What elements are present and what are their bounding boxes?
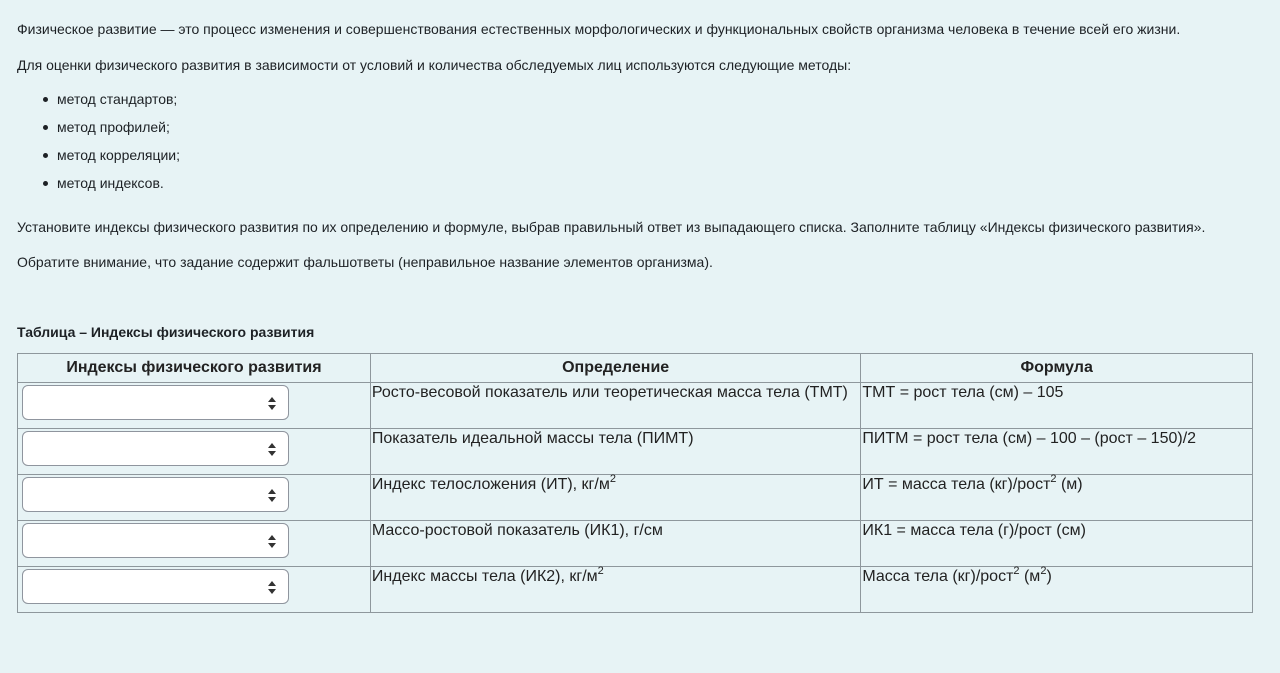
method-label: метод профилей; xyxy=(57,119,170,135)
column-header-definition: Определение xyxy=(370,354,861,383)
index-select-cell xyxy=(18,475,371,521)
formula-cell xyxy=(861,429,1253,475)
definition-cell xyxy=(370,383,861,429)
up-down-chevron-icon xyxy=(268,489,276,502)
method-label: метод индексов. xyxy=(57,175,164,191)
up-down-chevron-icon xyxy=(268,581,276,594)
definition-cell xyxy=(370,564,861,613)
definition-superscript: 2 xyxy=(597,564,604,577)
formula-superscript: 2 xyxy=(1040,564,1047,577)
table-caption: Таблица – Индексы физического развития xyxy=(17,324,315,340)
method-label: метод стандартов; xyxy=(57,91,178,107)
note-paragraph: Обратите внимание, что задание содержит фальшответы (неправильное название элементов организма). xyxy=(17,254,713,270)
list-item xyxy=(57,115,180,143)
formula-text: ИТ = масса тела (кг)/рост xyxy=(862,476,1051,493)
index-select-cell xyxy=(18,567,371,613)
methods-intro-paragraph: Для оценки физического развития в зависимости от условий и количества обследуемых лиц используются следующие методы: xyxy=(17,57,852,73)
index-select[interactable] xyxy=(22,477,289,512)
bullet-icon xyxy=(43,125,48,130)
indices-table xyxy=(17,353,1253,613)
index-select[interactable] xyxy=(22,569,289,604)
formula-superscript: 2 xyxy=(1013,564,1020,577)
method-label: метод корреляции; xyxy=(57,147,180,163)
methods-list xyxy=(17,87,180,199)
formula-text: ) xyxy=(1046,568,1052,585)
index-select-cell xyxy=(18,383,371,429)
bullet-icon xyxy=(43,97,48,102)
table-row xyxy=(18,475,1253,521)
table-row xyxy=(18,429,1253,475)
table-header-row xyxy=(18,354,1253,383)
index-select-cell xyxy=(18,429,371,475)
index-select[interactable] xyxy=(22,523,289,558)
column-header-indices: Индексы физического развития xyxy=(18,354,371,383)
formula-text: ПИТМ = рост тела (см) – 100 – (рост – 150)/2 xyxy=(862,430,1197,447)
formula-cell xyxy=(861,564,1253,613)
up-down-chevron-icon xyxy=(268,443,276,456)
definition-text: Индекс телосложения (ИТ), кг/м xyxy=(371,476,610,493)
index-select[interactable] xyxy=(22,431,289,466)
formula-text: (м xyxy=(1019,568,1041,585)
formula-text: ИК1 = масса тела (г)/рост (см) xyxy=(862,522,1086,539)
up-down-chevron-icon xyxy=(268,397,276,410)
formula-cell xyxy=(861,472,1253,521)
list-item xyxy=(57,143,180,171)
list-item xyxy=(57,87,180,115)
definition-text: Массо-ростовой показатель (ИК1), г/см xyxy=(371,522,663,539)
intro-paragraph: Физическое развитие — это процесс изменения и совершенствования естественных морфологических и функциональных свойств организма человека в течение всей его жизни. xyxy=(17,21,1181,37)
formula-cell xyxy=(861,521,1253,567)
formula-superscript: 2 xyxy=(1050,472,1057,485)
definition-cell xyxy=(370,521,861,567)
task-paragraph: Установите индексы физического развития по их определению и формуле, выбрав правильный ответ из выпадающего списка. Заполните таблицу «Индексы физического развития». xyxy=(17,219,1206,235)
definition-cell xyxy=(370,472,861,521)
column-header-formula: Формула xyxy=(861,354,1253,383)
list-item xyxy=(57,171,180,199)
index-select[interactable] xyxy=(22,385,289,420)
table-row xyxy=(18,567,1253,613)
index-select-cell xyxy=(18,521,371,567)
definition-text: Показатель идеальной массы тела (ПИМТ) xyxy=(371,430,694,447)
bullet-icon xyxy=(43,153,48,158)
formula-text: Масса тела (кг)/рост xyxy=(862,568,1014,585)
formula-cell xyxy=(861,383,1253,429)
table-row xyxy=(18,383,1253,429)
bullet-icon xyxy=(43,181,48,186)
table-row xyxy=(18,521,1253,567)
definition-cell xyxy=(370,429,861,475)
formula-text: (м) xyxy=(1056,476,1083,493)
up-down-chevron-icon xyxy=(268,535,276,548)
definition-superscript: 2 xyxy=(609,472,616,485)
definition-text: Индекс массы тела (ИК2), кг/м xyxy=(371,568,598,585)
formula-text: ТМТ = рост тела (см) – 105 xyxy=(862,384,1064,401)
definition-text: Росто-весовой показатель или теоретическая масса тела (ТМТ) xyxy=(371,384,848,401)
